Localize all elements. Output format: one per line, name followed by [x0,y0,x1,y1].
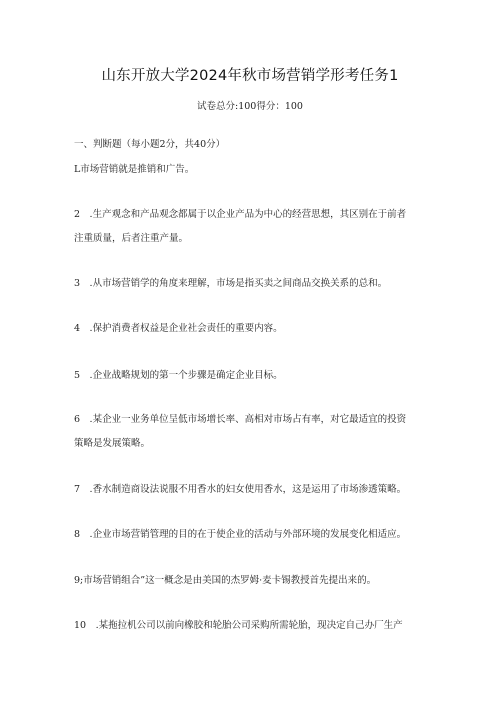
score-line: 试卷总分:100得分：100 [197,101,303,112]
question-5-line-1: 5 .企业战略规划的第一个步骤是确定企业目标。 [74,370,283,381]
question-3-line-1: 3 .从市场营销学的角度来理解，市场是指买卖之间商品交换关系的总和。 [74,278,388,289]
question-3 [74,272,434,296]
question-6-line-2: 策略是发展策略。 [74,438,151,449]
question-8 [74,523,434,547]
question-4 [74,317,434,341]
question-2 [74,203,434,251]
question-7-line-1: 7 .香水制造商设法说服不用香水的妇女使用香水，这是运用了市场渗透策略。 [74,484,407,495]
question-10 [74,614,434,638]
question-6 [74,408,434,456]
question-10-line-1: 10 .某拖拉机公司以前向橡胶和轮胎公司采购所需轮胎，现决定自己办厂生产 [74,620,403,631]
question-8-line-1: 8 .企业市场营销管理的目的在于使企业的活动与外部环境的发展变化相适应。 [74,529,407,540]
question-7 [74,478,434,502]
document-title: 山东开放大学2024年秋市场营销学形考任务1 [101,68,399,84]
section-heading: 一、判断题（每小题2分，共40分） [74,139,226,150]
question-1-line-1: L市场营销就是推销和广告。 [74,164,195,175]
question-2-line-2: 注重质量，后者注重产量。 [74,233,189,244]
question-2-line-1: 2 .生产观念和产品观念都属于以企业产品为中心的经营思想，其区别在于前者 [74,209,407,220]
question-9-line-1: 9;市场营销组合”这一概念是由美国的杰罗姆·麦卡锡教授首先提出来的。 [74,575,377,586]
question-1 [74,158,434,182]
question-4-line-1: 4 .保护消费者权益是企业社会责任的重要内容。 [74,323,283,334]
question-6-line-1: 6 .某企业一业务单位呈低市场增长率、高相对市场占有率，对它最适宜的投资 [74,414,407,425]
question-9 [74,569,434,593]
question-5 [74,364,434,388]
